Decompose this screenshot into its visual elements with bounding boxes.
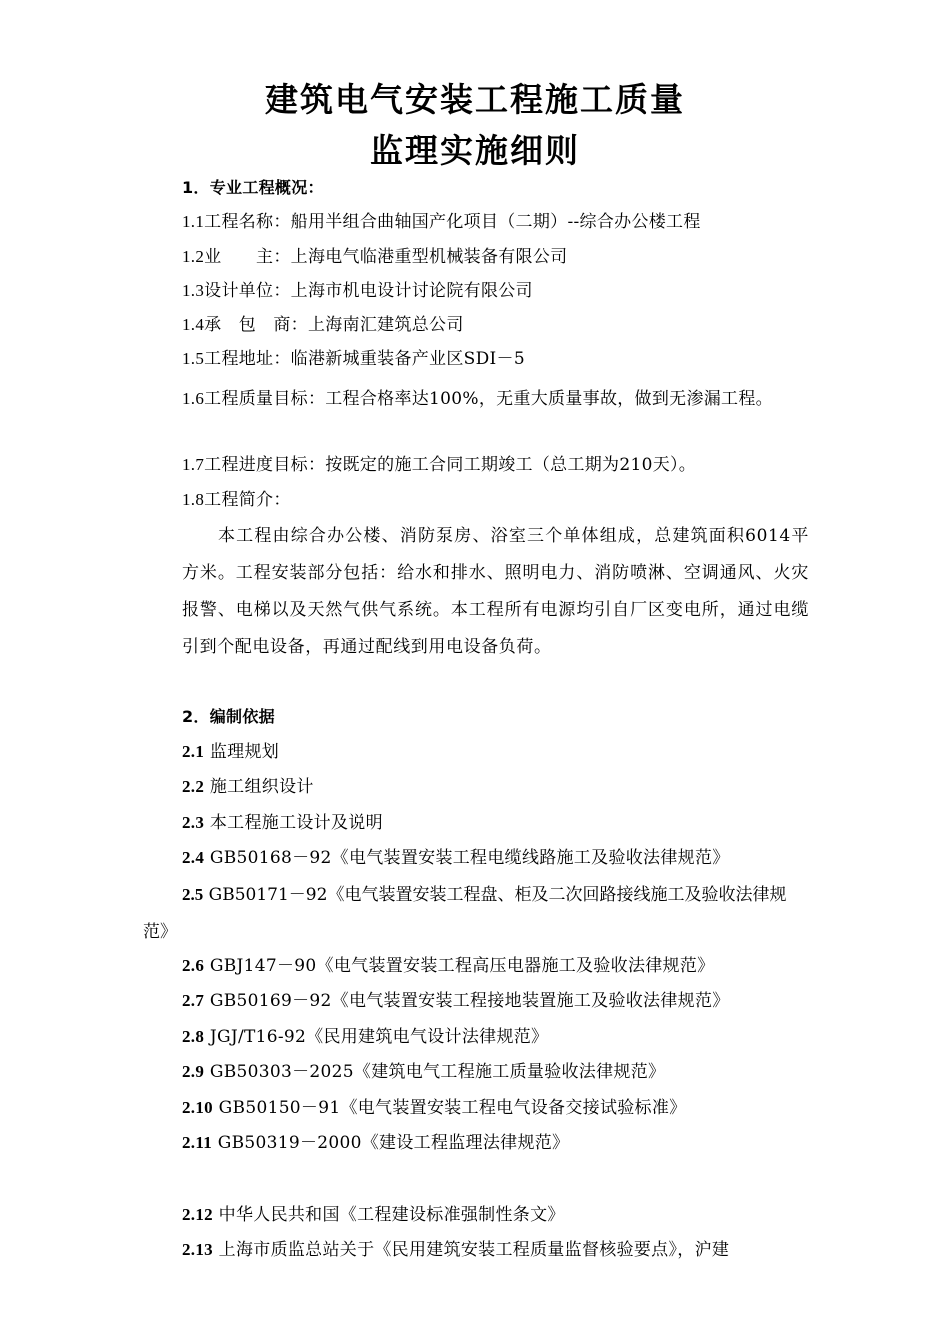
item-2-13 [182, 1238, 729, 1262]
item-1-4 [182, 313, 464, 337]
item-text: 工程进度目标：按既定的施工合同工期竣工（总工期为210天）。 [204, 455, 697, 475]
item-2-8 [182, 1025, 548, 1049]
item-number: 1.6 [182, 389, 205, 408]
item-text: 本工程施工设计及说明 [209, 813, 383, 833]
item-2-9 [182, 1060, 665, 1084]
item-1-7 [182, 453, 696, 477]
item-number: 1.7 [182, 455, 205, 474]
item-2-2 [182, 775, 314, 799]
title-line-2: 监理实施细则 [370, 131, 580, 170]
item-number: 2.11 [182, 1133, 213, 1152]
item-number: 2.4 [182, 848, 205, 867]
item-text: GBJ147－90《电气装置安装工程高压电器施工及验收法律规范》 [209, 956, 715, 976]
item-1-2 [182, 245, 567, 269]
item-1-5 [182, 347, 525, 371]
item-text: GB50319－2000《建设工程监理法律规范》 [217, 1133, 570, 1153]
item-text: 上海市质监总站关于《民用建筑安装工程质量监督核验要点》，沪建 [218, 1240, 730, 1260]
section-2-heading: 2．编制依据 [182, 707, 275, 726]
item-text: 业 主：上海电气临港重型机械装备有限公司 [204, 247, 568, 267]
item-number: 1.3 [182, 281, 205, 300]
item-text: 工程名称：船用半组合曲轴国产化项目（二期）--综合办公楼工程 [204, 212, 701, 232]
item-number: 2.10 [182, 1098, 213, 1117]
item-2-6 [182, 954, 714, 978]
item-2-4 [182, 846, 730, 870]
item-text: GB50150－91《电气装置安装工程电气设备交接试验标准》 [218, 1098, 687, 1118]
item-text: 设计单位：上海市机电设计讨论院有限公司 [204, 281, 533, 301]
item-text: 中华人民共和国《工程建设标准强制性条文》 [218, 1205, 565, 1225]
item-text: 监理规划 [209, 742, 280, 762]
item-1-6 [182, 381, 809, 417]
item-number: 2.3 [182, 813, 205, 832]
item-number: 1.4 [182, 315, 205, 334]
item-text: 工程地址：临港新城重装备产业区SDI－5 [204, 349, 525, 369]
item-text: GB50168－92《电气装置安装工程电缆线路施工及验收法律规范》 [209, 848, 730, 868]
section-1-heading: 1．专业工程概况： [182, 178, 324, 197]
item-number: 1.2 [182, 247, 205, 266]
item-number: 2.12 [182, 1205, 213, 1224]
item-2-3 [182, 811, 383, 835]
item-2-7 [182, 989, 730, 1013]
item-number: 1.8 [182, 490, 205, 509]
item-number: 2.6 [182, 956, 205, 975]
item-text: GB50303－2025《建筑电气工程施工质量验收法律规范》 [209, 1062, 666, 1082]
item-number: 2.2 [182, 777, 205, 796]
item-1-8 [182, 488, 291, 512]
item-2-12 [182, 1203, 565, 1227]
item-text: 施工组织设计 [209, 777, 314, 797]
item-number: 2.8 [182, 1027, 205, 1046]
item-1-1 [182, 210, 701, 234]
item-number: 1.1 [182, 212, 205, 231]
item-text: GB50169－92《电气装置安装工程接地装置施工及验收法律规范》 [209, 991, 730, 1011]
item-2-1 [182, 740, 279, 764]
item-number: 2.13 [182, 1240, 213, 1259]
item-2-11 [182, 1131, 569, 1155]
item-text: GB50171－92《电气装置安装工程盘、柜及二次回路接线施工及验收法律规范》 [143, 885, 787, 942]
item-text: 承 包 商：上海南汇建筑总公司 [204, 315, 464, 335]
item-number: 2.5 [182, 885, 204, 904]
item-text: JGJ/T16-92《民用建筑电气设计法律规范》 [209, 1027, 549, 1047]
item-number: 1.5 [182, 349, 205, 368]
project-intro-paragraph: 本工程由综合办公楼、消防泵房、浴室三个单体组成，总建筑面积6014平方米。工程安装部分包括：给水和排水、照明电力、消防喷淋、空调通风、火灾报警、电梯以及天然气供气系统。本工程所有电源均引自厂区变电所，通过电缆引到个配电设备，再通过配线到用电设备负荷。 [182, 526, 809, 657]
item-number: 2.9 [182, 1062, 205, 1081]
item-text: 工程简介： [204, 490, 291, 510]
item-2-10 [182, 1096, 686, 1120]
item-2-5 [143, 876, 808, 951]
item-1-3 [182, 279, 533, 303]
title-line-1: 建筑电气安装工程施工质量 [265, 80, 685, 119]
item-number: 2.1 [182, 742, 205, 761]
item-text: 工程质量目标：工程合格率达100%，无重大质量事故，做到无渗漏工程。 [204, 389, 773, 409]
item-number: 2.7 [182, 991, 205, 1010]
